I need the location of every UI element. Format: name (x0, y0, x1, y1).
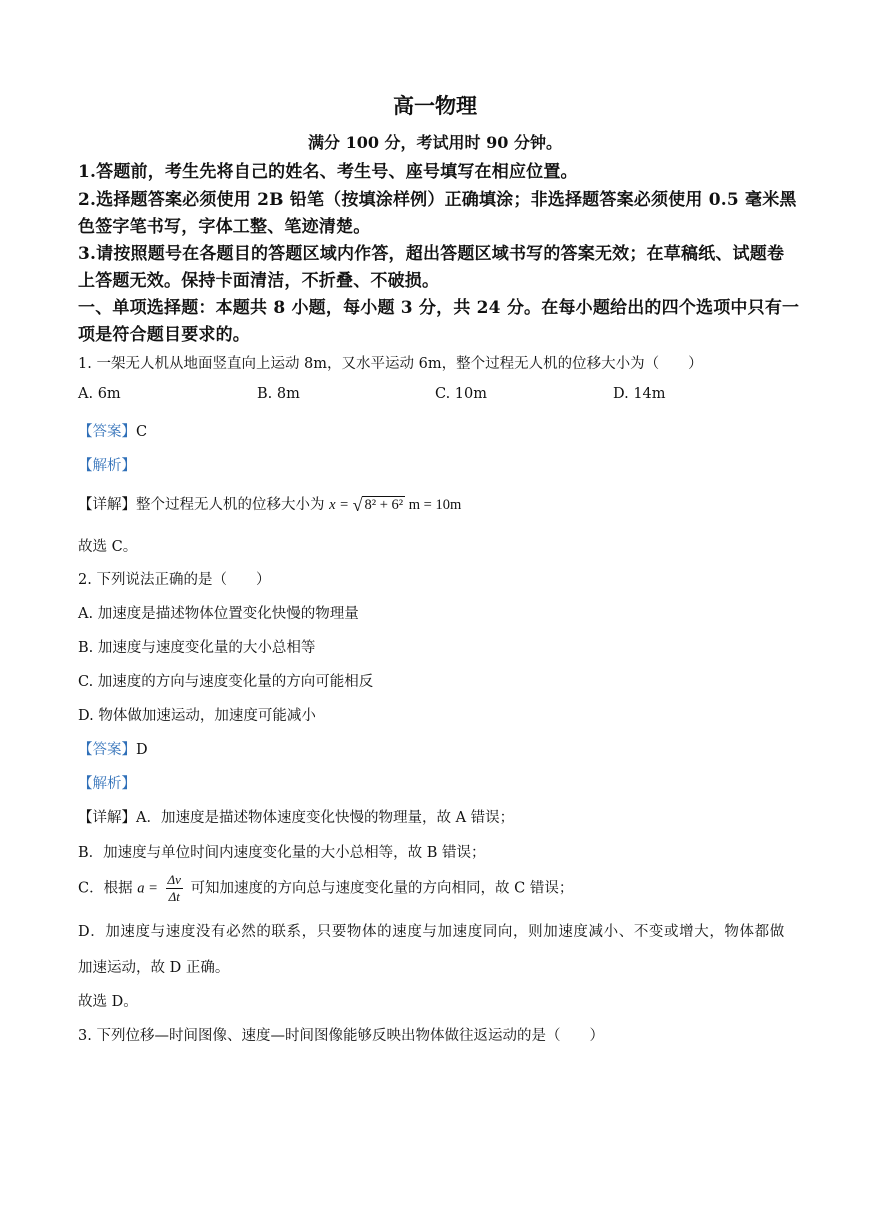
q2-detail-c-prefix: C．根据 (78, 880, 133, 897)
instruction-3-line-1: 3.请按照题号在各题目的答题区域内作答，超出答题区域书写的答案无效；在草稿纸、试题卷 (78, 244, 785, 264)
q2-option-b: B. 加速度与速度变化量的大小总相等 (78, 640, 316, 656)
q2-option-c: C. 加速度的方向与速度变化量的方向可能相反 (78, 674, 374, 690)
q1-conclusion: 故选 C。 (78, 539, 138, 555)
q1-option-b: B. 8m (257, 386, 300, 402)
q2-conclusion: 故选 D。 (78, 994, 138, 1010)
section-heading-line-1: 一、单项选择题：本题共 8 小题，每小题 3 分，共 24 分。在每小题给出的四个选项中只有一 (78, 298, 800, 318)
q2-detail-c (78, 872, 573, 905)
q2-analysis-label: 【解析】 (78, 776, 136, 792)
q2-formula-lhs: a = (137, 880, 158, 897)
q2-detail-d-line-2: 加速运动，故 D 正确。 (78, 960, 230, 976)
fraction-numerator: Δv (167, 872, 181, 887)
q1-detail (78, 493, 461, 514)
instruction-3-line-2: 上答题无效。保持卡面清洁，不折叠、不破损。 (78, 271, 440, 291)
q1-formula-lhs: x = (329, 497, 349, 513)
q2-detail-a: 【详解】A．加速度是描述物体速度变化快慢的物理量，故 A 错误； (78, 810, 515, 826)
q2-detail-c-suffix: 可知加速度的方向总与速度变化量的方向相同，故 C 错误； (190, 880, 574, 897)
q2-detail-b: B．加速度与单位时间内速度变化量的大小总相等，故 B 错误； (78, 845, 486, 861)
q2-stem: 2. 下列说法正确的是（ ） (78, 572, 271, 588)
fraction-denominator: Δt (168, 889, 180, 904)
instruction-2-line-1: 2.选择题答案必须使用 2B 铅笔（按填涂样例）正确填涂；非选择题答案必须使用 0.5 毫米黑 (78, 190, 797, 210)
q1-option-c: C. 10m (435, 386, 487, 402)
q1-answer-label: 【答案】 (78, 424, 136, 440)
q1-answer (78, 420, 147, 441)
q1-formula-radicand: 8² + 6² (364, 497, 404, 513)
sqrt-symbol: √ 8² + 6² (352, 495, 404, 515)
q2-answer-label: 【答案】 (78, 742, 136, 758)
section-heading-line-2: 项是符合题目要求的。 (78, 325, 250, 345)
q2-answer-value: D (136, 742, 148, 758)
q2-detail-d-line-1: D．加速度与速度没有必然的联系，只要物体的速度与加速度同向，则加速度减小、不变或增大，物体都做 (78, 924, 785, 940)
q1-detail-text: 【详解】整个过程无人机的位移大小为 (78, 497, 325, 513)
acceleration-fraction (166, 872, 183, 905)
exam-info: 满分 100 分，考试用时 90 分钟。 (308, 133, 562, 152)
q1-option-a: A. 6m (78, 386, 121, 402)
page-title: 高一物理 (393, 93, 477, 118)
q1-formula-result: m = 10m (408, 497, 462, 513)
q1-formula (329, 497, 461, 513)
q1-answer-value: C (136, 424, 148, 440)
instruction-2-line-2: 色签字笔书写，字体工整、笔迹清楚。 (78, 217, 371, 237)
q1-stem: 1. 一架无人机从地面竖直向上运动 8m，又水平运动 6m，整个过程无人机的位移大小为（ ） (78, 356, 703, 372)
q1-option-d: D. 14m (613, 386, 666, 402)
q1-analysis-label: 【解析】 (78, 458, 136, 474)
q3-stem: 3. 下列位移—时间图像、速度—时间图像能够反映出物体做往返运动的是（ ） (78, 1028, 604, 1044)
q2-answer (78, 738, 148, 759)
q2-option-d: D. 物体做加速运动，加速度可能减小 (78, 708, 316, 724)
instruction-1: 1.答题前，考生先将自己的姓名、考生号、座号填写在相应位置。 (78, 162, 578, 182)
q2-option-a: A. 加速度是描述物体位置变化快慢的物理量 (78, 606, 359, 622)
